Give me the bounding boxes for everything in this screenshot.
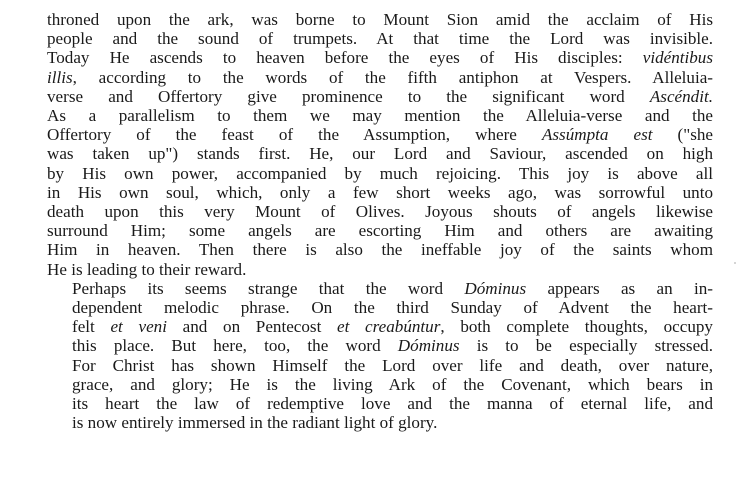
italic-phrase: et creabúntur [337,317,441,337]
text-run: by His own power, accompanied by much rejoicing. This joy is above all [47,163,713,183]
document-page [47,10,713,432]
text-run: surround Him; some angels are escorting Him and others are awaiting [47,221,713,241]
text-run: Offertory of the feast of the Assumption, where [47,125,542,145]
text-line [47,87,713,106]
text-line [47,260,713,279]
text-run: is now entirely immersed in the radiant light of glory. [72,413,438,433]
text-line [47,394,713,413]
text-run: grace, and glory; He is the living Ark of the Covenant, which bears in [72,374,713,394]
text-run: He is leading to their reward. [47,259,247,279]
text-line [47,240,713,259]
text-line [47,356,713,375]
text-line [47,48,713,67]
text-run: Today He ascends to heaven before the eyes of His disciples: [47,48,643,68]
italic-phrase: Dóminus [464,278,527,298]
text-run: and on Pentecost [166,317,338,337]
text-run: As a parallelism to them we may mention the Alleluia-verse and the [47,106,713,126]
scan-speck [734,262,736,264]
text-run: was taken up") stands first. He, our Lord and Saviour, ascended on high [47,144,713,164]
text-line [47,183,713,202]
text-run: appears as an in- [526,278,713,298]
text-run: dependent melodic phrase. On the third Sunday of Advent the heart- [72,298,713,318]
italic-phrase: vidéntibus [642,48,713,68]
italic-phrase: et veni [110,317,167,337]
text-line [47,10,713,29]
text-run: , according to the words of the fifth antiphon at Vespers. Alleluia- [72,67,713,87]
text-line [47,164,713,183]
text-line [47,106,713,125]
text-run: its heart the law of redemptive love and the manna of eternal life, and [72,394,713,414]
text-line [47,221,713,240]
text-run: ("she [652,125,713,145]
paragraph-2 [47,279,713,433]
text-run: throned upon the ark, was borne to Mount Sion amid the acclaim of His [47,10,713,29]
text-run: Perhaps its seems strange that the word [72,278,465,298]
italic-phrase: Dóminus [397,336,460,356]
italic-phrase: Assúmpta est [541,125,653,145]
italic-phrase: illis [47,67,73,87]
text-run: in His own soul, which, only a few short weeks ago, was sorrowful unto [47,182,713,202]
text-line [47,144,713,163]
text-line [47,279,713,298]
text-run: , both complete thoughts, occupy [440,317,713,337]
text-run: is to be especially stressed. [459,336,713,356]
text-run: Him in heaven. Then there is also the ineffable joy of the saints whom [47,240,713,260]
text-run: this place. But here, too, the word [72,336,398,356]
italic-phrase: Ascéndit. [649,86,713,106]
paragraph-1 [47,10,713,279]
text-line [47,298,713,317]
text-run: For Christ has shown Himself the Lord over life and death, over nature, [72,355,713,375]
text-run: death upon this very Mount of Olives. Joyous shouts of angels likewise [47,202,713,222]
text-line [47,202,713,221]
text-line [47,375,713,394]
text-line [47,68,713,87]
text-line [47,29,713,48]
text-run: people and the sound of trumpets. At that time the Lord was invisible. [47,29,713,49]
text-line [47,413,713,432]
text-line [47,125,713,144]
text-line [47,317,713,336]
text-run: felt [72,317,111,337]
text-run: verse and Offertory give prominence to the significant word [47,86,650,106]
text-line [47,336,713,355]
